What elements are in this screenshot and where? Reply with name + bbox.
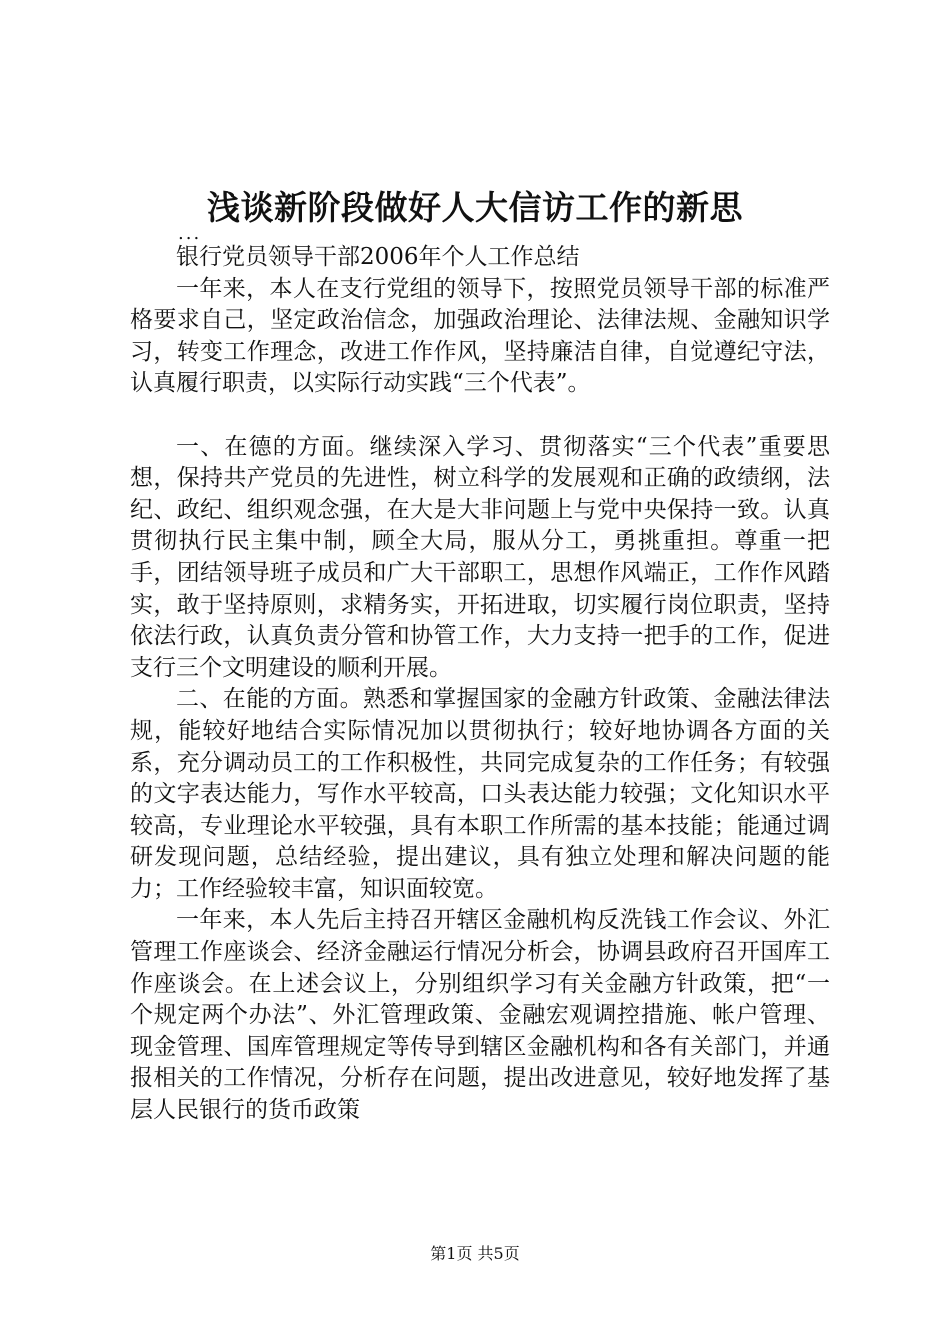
paragraph-ability: 二、在能的方面。熟悉和掌握国家的金融方针政策、金融法律法规，能较好地结合实际情况加以贯彻执行；较好地协调各方面的关系，充分调动员工的工作积极性，共同完成复杂的工作任务；有较强的文字表达能力，写作水平较高，口头表达能力较强；文化知识水平较高，专业理论水平较强，具有本职工作所需的基本技能；能通过调研发现问题，总结经验，提出建议，具有独立处理和解决问题的能力；工作经验较丰富，知识面较宽。 <box>130 686 830 902</box>
document-body <box>130 242 830 1127</box>
paragraph-meetings: 一年来，本人先后主持召开辖区金融机构反洗钱工作会议、外汇管理工作座谈会、经济金融运行情况分析会，协调县政府召开国库工作座谈会。在上述会议上，分别组织学习有关金融方针政策，把“一个规定两个办法”、外汇管理政策、金融宏观调控措施、帐户管理、现金管理、国库管理规定等传导到辖区金融机构和各有关部门，并通报相关的工作情况，分析存在问题，提出改进意见，较好地发挥了基层人民银行的货币政策 <box>130 907 830 1124</box>
document-subtitle: 银行党员领导干部2006年个人工作总结 <box>176 244 580 270</box>
document-title: 浅谈新阶段做好人大信访工作的新思 <box>207 188 743 227</box>
title-ellipsis: ... <box>178 223 202 244</box>
page-number: 第1页 共5页 <box>430 1244 520 1263</box>
paragraph-moral: 一、在德的方面。继续深入学习、贯彻落实“三个代表”重要思想，保持共产党员的先进性，树立科学的发展观和正确的政绩纲，法纪、政纪、组织观念强，在大是大非问题上与党中央保持一致。认真贯彻执行民主集中制，顾全大局，服从分工，勇挑重担。尊重一把手，团结领导班子成员和广大干部职工，思想作风端正，工作作风踏实，敢于坚持原则，求精务实，开拓进取，切实履行岗位职责，坚持依法行政，认真负责分管和协管工作，大力支持一把手的工作，促进支行三个文明建设的顺利开展。 <box>130 433 830 681</box>
paragraph-intro: 一年来，本人在支行党组的领导下，按照党员领导干部的标准严格要求自己，坚定政治信念，加强政治理论、法律法规、金融知识学习，转变工作理念，改进工作作风，坚持廉洁自律，自觉遵纪守法，认真履行职责，以实际行动实践“三个代表”。 <box>130 275 830 397</box>
